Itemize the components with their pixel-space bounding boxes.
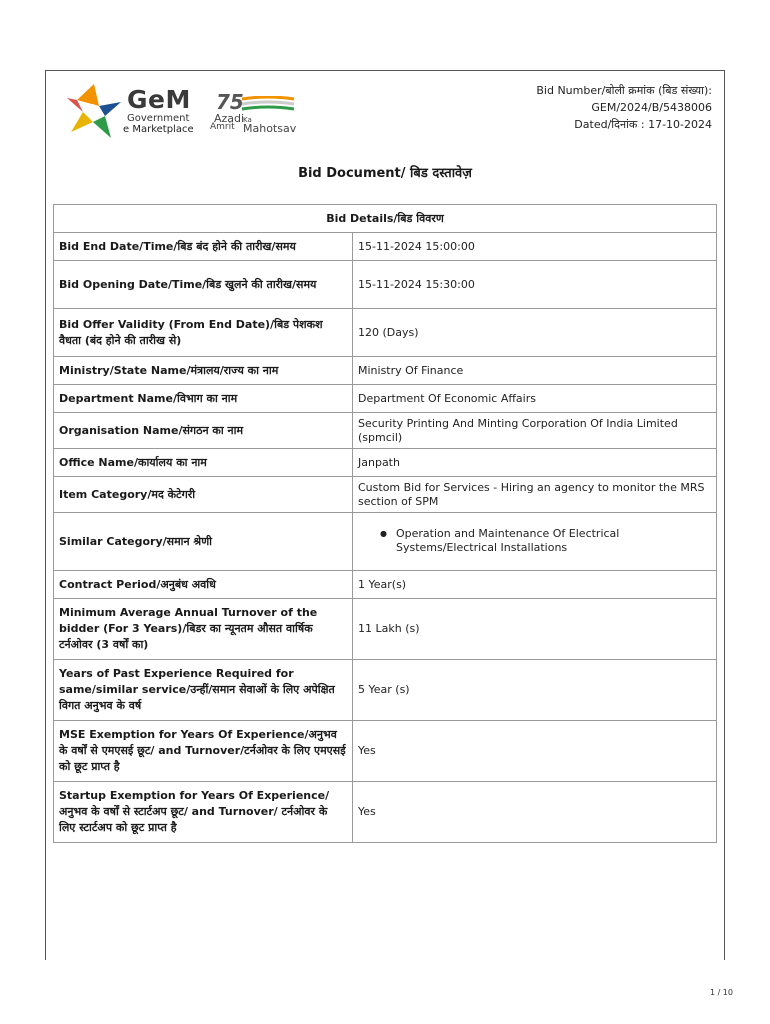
row-label: Organisation Name/संगठन का नाम <box>54 413 353 449</box>
row-label: MSE Exemption for Years Of Experience/अनुभव के वर्षों से एमएसई छूट/ and Turnover/टर्नओवर के लिए एमएसई को छूट प्राप्त है <box>54 721 353 782</box>
row-label: Startup Exemption for Years Of Experience/अनुभव के वर्षों से स्टार्टअप छूट/ and Turnover/ टर्नओवर के लिए स्टार्टअप को छूट प्राप्त है <box>54 782 353 843</box>
table-row <box>54 477 717 513</box>
row-label: Years of Past Experience Required for same/similar service/उन्हीं/समान सेवाओं के लिए अपेक्षित विगत अनुभव के वर्ष <box>54 660 353 721</box>
table-row <box>54 357 717 385</box>
gem-subtitle-line1: Government <box>127 113 190 124</box>
gem-wordmark: GeM <box>127 85 191 114</box>
table-row <box>54 782 717 843</box>
row-label: Minimum Average Annual Turnover of the bidder (For 3 Years)/बिडर का न्यूनतम औसत वार्षिक टर्नओवर (3 वर्षों का) <box>54 599 353 660</box>
row-label: Similar Category/समान श्रेणी <box>54 513 353 571</box>
bid-meta <box>536 82 712 133</box>
row-value: Yes <box>353 721 717 782</box>
row-value: Department Of Economic Affairs <box>353 385 717 413</box>
row-label: Department Name/विभाग का नाम <box>54 385 353 413</box>
azadi-75-mark: 75 <box>216 90 244 114</box>
table-row <box>54 721 717 782</box>
table-row <box>54 385 717 413</box>
gem-logo <box>65 82 200 142</box>
table-row <box>54 449 717 477</box>
row-label: Ministry/State Name/मंत्रालय/राज्य का नाम <box>54 357 353 385</box>
bid-number-label: Bid Number/बोली क्रमांक (बिड संख्या): <box>536 84 712 97</box>
table-row <box>54 571 717 599</box>
row-value: 11 Lakh (s) <box>353 599 717 660</box>
bid-details-table <box>53 204 717 843</box>
row-value: Janpath <box>353 449 717 477</box>
row-value: 15-11-2024 15:00:00 <box>353 233 717 261</box>
row-label: Bid Offer Validity (From End Date)/बिड पेशकश वैधता (बंद होने की तारीख से) <box>54 309 353 357</box>
row-value: 15-11-2024 15:30:00 <box>353 261 717 309</box>
azadi-word: Azadi <box>214 112 245 125</box>
row-value: Yes <box>353 782 717 843</box>
row-value: Ministry Of Finance <box>353 357 717 385</box>
table-row <box>54 413 717 449</box>
row-label: Bid Opening Date/Time/बिड खुलने की तारीख/समय <box>54 261 353 309</box>
similar-category-item: ● Operation and Maintenance Of Electrical Systems/Electrical Installations <box>358 527 711 555</box>
ka-word: Ka <box>243 116 252 124</box>
row-label: Item Category/मद केटेगरी <box>54 477 353 513</box>
row-label: Contract Period/अनुबंध अवधि <box>54 571 353 599</box>
gem-subtitle-line2: e Marketplace <box>123 124 194 135</box>
row-value <box>353 513 717 571</box>
row-value: Security Printing And Minting Corporation Of India Limited (spmcil) <box>353 413 717 449</box>
flag-stripes-icon <box>240 96 296 112</box>
table-row <box>54 309 717 357</box>
row-label: Bid End Date/Time/बिड बंद होने की तारीख/समय <box>54 233 353 261</box>
bid-dated: Dated/दिनांक : 17-10-2024 <box>574 118 712 131</box>
table-row <box>54 233 717 261</box>
row-value: 1 Year(s) <box>353 571 717 599</box>
table-header: Bid Details/बिड विवरण <box>54 205 717 233</box>
gem-star-icon <box>65 82 123 140</box>
azadi-logo <box>210 90 320 140</box>
amrit-word: Amrit <box>210 122 235 132</box>
row-value: Custom Bid for Services - Hiring an agency to monitor the MRS section of SPM <box>353 477 717 513</box>
row-label: Office Name/कार्यालय का नाम <box>54 449 353 477</box>
page-number: 1 / 10 <box>709 988 733 997</box>
row-value: 120 (Days) <box>353 309 717 357</box>
bid-number-value: GEM/2024/B/5438006 <box>591 101 712 114</box>
table-row <box>54 660 717 721</box>
document-title: Bid Document/ बिड दस्तावेज़ <box>298 166 472 181</box>
table-row <box>54 261 717 309</box>
table-row <box>54 513 717 571</box>
mahotsav-word: Mahotsav <box>243 122 297 135</box>
table-row <box>54 599 717 660</box>
row-value: 5 Year (s) <box>353 660 717 721</box>
